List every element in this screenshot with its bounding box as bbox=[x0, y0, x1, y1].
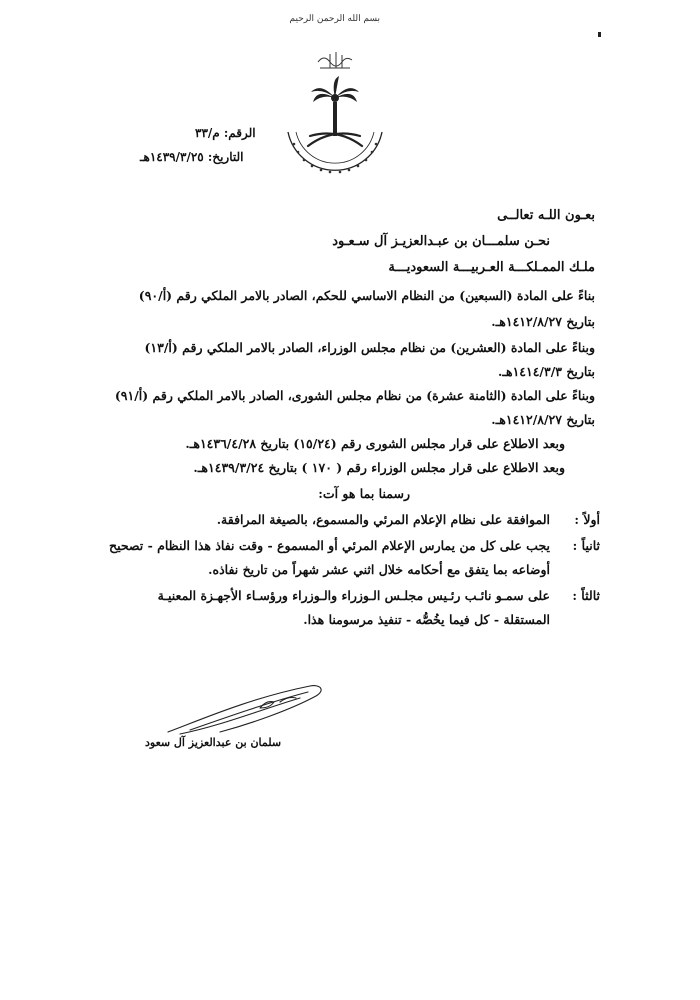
basmala: بسم الله الرحمن الرحيم bbox=[289, 14, 380, 24]
recital-line: بتاريخ ١٤١٢/٨/٢٧هـ. bbox=[491, 412, 595, 427]
clause-text: أوضاعه بما يتفق مع أحكامه خلال اثني عشر شهراً من تاريخ نفاذه. bbox=[208, 562, 550, 577]
recital-line: رسمنا بما هو آت: bbox=[318, 486, 410, 501]
clause-text: المستقلة - كل فيما يخُصُّه - تنفيذ مرسومنا هذا. bbox=[303, 612, 550, 627]
corner-mark bbox=[598, 32, 601, 37]
preamble-line-1: بعـون اللـه تعالــى bbox=[497, 208, 595, 223]
recital-line: بتاريخ ١٤١٢/٨/٢٧هـ. bbox=[491, 314, 595, 329]
recital-line: وبعد الاطلاع على قرار مجلس الوزراء رقم ( ١٧٠ ) بتاريخ ١٤٣٩/٣/٢٤هـ. bbox=[193, 460, 565, 475]
clause-text: على سمـو نائـب رئـيس مجلـس الـوزراء والـوزراء ورؤسـاء الأجهـزة المعنيـة bbox=[157, 588, 550, 603]
clause-text: الموافقة على نظام الإعلام المرئي والمسموع، بالصيغة المرافقة. bbox=[216, 512, 550, 527]
recital-line: وبناءً على المادة (الثامنة عشرة) من نظام مجلس الشورى، الصادر بالامر الملكي رقم (أ/٩١) bbox=[114, 388, 595, 403]
clause-number: ثالثاً : bbox=[572, 588, 600, 603]
clause-number: ثانياً : bbox=[572, 538, 600, 553]
decree-number: الرقم: م/٣٣ bbox=[195, 126, 256, 140]
saudi-emblem-icon bbox=[280, 40, 390, 190]
recital-line: بتاريخ ١٤١٤/٣/٣هـ. bbox=[497, 364, 595, 379]
signatory-name: سلمان بن عبدالعزيز آل سعود bbox=[145, 736, 282, 749]
preamble-line-3: ملـك الممـلكـــة العـربيـــة السعوديـــة bbox=[388, 260, 595, 275]
preamble-line-2: نحـن سلمـــان بن عبـدالعزيـز آل سـعـود bbox=[332, 234, 550, 249]
recital-line: وبعد الاطلاع على قرار مجلس الشورى رقم (١٥/٢٤) بتاريخ ١٤٣٦/٤/٢٨هـ. bbox=[185, 436, 565, 451]
clause-number: أولاً : bbox=[574, 512, 600, 527]
recital-line: بناءً على المادة (السبعين) من النظام الاساسي للحكم، الصادر بالامر الملكي رقم (أ/٩٠) bbox=[138, 288, 595, 303]
recital-line: وبناءً على المادة (العشرين) من نظام مجلس الوزراء، الصادر بالامر الملكي رقم (أ/١٣) bbox=[144, 340, 595, 355]
clause-text: يجب على كل من يمارس الإعلام المرئي أو المسموع - وقت نفاذ هذا النظام - تصحيح bbox=[109, 538, 550, 553]
royal-signature-icon bbox=[160, 680, 330, 740]
decree-date: التاريخ: ١٤٣٩/٣/٢٥هـ bbox=[140, 150, 244, 164]
